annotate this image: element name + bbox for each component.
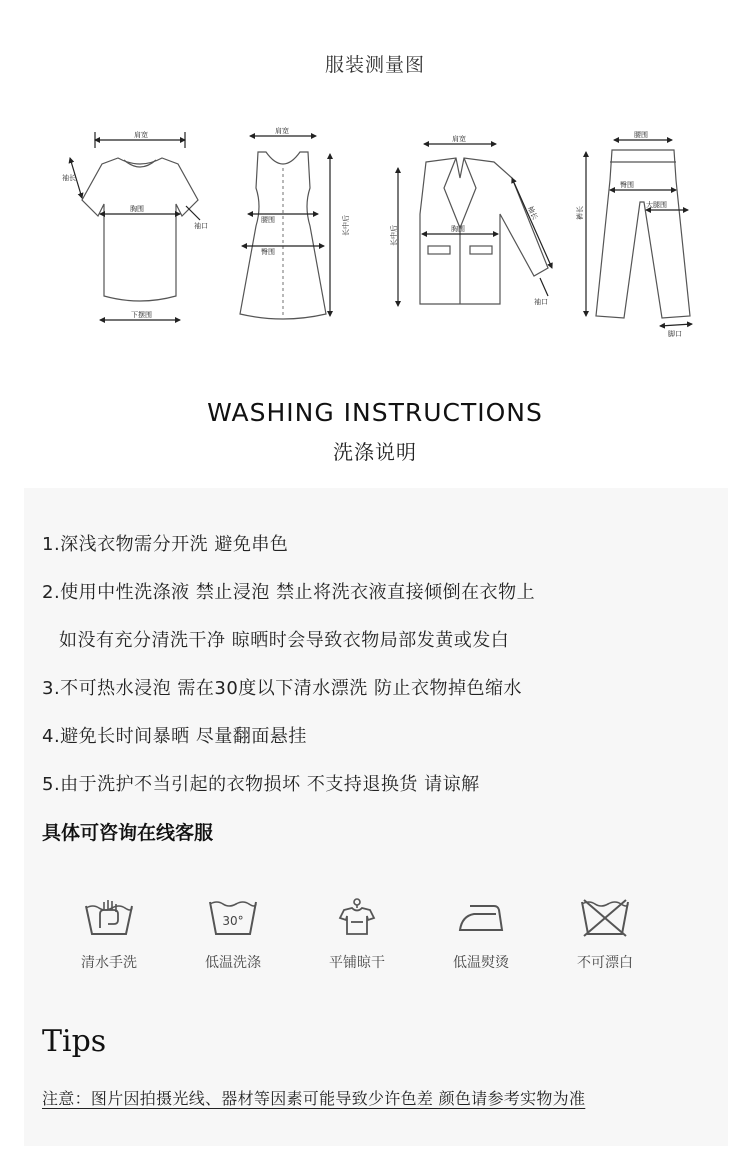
jacket-cuff-label: 袖口 bbox=[534, 298, 548, 306]
care-item-flat-dry bbox=[302, 896, 412, 972]
washing-title-en: WASHING INSTRUCTIONS bbox=[207, 398, 543, 427]
tshirt-cuff-label: 袖口 bbox=[194, 222, 208, 230]
measure-title: 服装测量图 bbox=[324, 54, 425, 76]
washing-rule-4: 4.避免长时间暴晒 尽量翻面悬挂 bbox=[42, 726, 307, 747]
washing-rule-2: 2.使用中性洗涤液 禁止浸泡 禁止将洗衣液直接倾倒在衣物上 bbox=[42, 582, 536, 603]
pants-hip-label: 臀围 bbox=[620, 181, 634, 189]
washing-rule-3: 3.不可热水浸泡 需在30度以下清水漂洗 防止衣物掉色缩水 bbox=[42, 678, 523, 699]
pants-length-label: 裤长 bbox=[576, 206, 584, 220]
pants-waist-label: 腰围 bbox=[634, 131, 648, 139]
dress-diagram bbox=[240, 136, 330, 319]
jacket-shoulder-label: 肩宽 bbox=[452, 135, 466, 143]
tshirt-shoulder-label: 肩宽 bbox=[134, 131, 148, 139]
care-label-hand-wash: 清水手洗 bbox=[81, 955, 137, 971]
contact-service-note: 具体可咨询在线客服 bbox=[42, 822, 214, 844]
tips-title: Tips bbox=[42, 1024, 107, 1059]
dress-hip-label: 臀围 bbox=[261, 248, 275, 256]
washing-title-cn: 洗涤说明 bbox=[333, 440, 417, 464]
care-item-hand-wash bbox=[54, 896, 164, 972]
tips-note: 注意：图片因拍摄光线、器材等因素可能导致少许色差 颜色请参考实物为准 bbox=[42, 1089, 586, 1108]
garment-diagrams bbox=[0, 118, 750, 348]
tshirt-chest-label: 胸围 bbox=[130, 205, 144, 213]
pants-leg-opening-label: 脚口 bbox=[668, 330, 682, 338]
tshirt-diagram bbox=[70, 132, 200, 320]
dress-waist-label: 腰围 bbox=[261, 216, 275, 224]
dress-shoulder-label: 肩宽 bbox=[275, 127, 289, 135]
jacket-length-label: 长中后 bbox=[390, 225, 398, 246]
jacket-diagram bbox=[398, 144, 552, 306]
jacket-sleeve-label: 袖长 bbox=[525, 204, 539, 221]
pants-diagram bbox=[586, 140, 692, 326]
tshirt-hem-label: 下摆围 bbox=[131, 311, 152, 319]
hand-wash-icon bbox=[82, 896, 136, 938]
care-label-iron: 低温熨烫 bbox=[453, 955, 509, 971]
dress-length-label: 长中后 bbox=[342, 215, 350, 236]
care-label-flat-dry: 平铺晾干 bbox=[329, 955, 385, 971]
low-temp-wash-icon bbox=[206, 896, 260, 938]
care-item-iron bbox=[426, 896, 536, 972]
care-item-no-bleach bbox=[550, 896, 660, 972]
low-temp-wash-temp: 30° bbox=[222, 914, 244, 928]
iron-icon bbox=[454, 896, 508, 938]
flat-dry-icon bbox=[330, 896, 384, 938]
washing-rule-1: 1.深浅衣物需分开洗 避免串色 bbox=[42, 534, 289, 555]
washing-rule-2-continued: 如没有充分清洗干净 晾晒时会导致衣物局部发黄或发白 bbox=[59, 630, 510, 651]
pants-thigh-label: 大腿围 bbox=[646, 201, 667, 209]
care-label-low-temp-wash: 低温洗涤 bbox=[205, 955, 261, 971]
washing-panel bbox=[24, 488, 728, 1146]
care-item-low-temp-wash bbox=[178, 896, 288, 972]
tshirt-sleeve-label: 袖长 bbox=[62, 174, 76, 182]
care-label-no-bleach: 不可漂白 bbox=[577, 955, 633, 971]
washing-rule-5: 5.由于洗护不当引起的衣物损坏 不支持退换货 请谅解 bbox=[42, 774, 480, 795]
jacket-chest-label: 胸围 bbox=[451, 225, 465, 233]
no-bleach-icon bbox=[578, 896, 632, 938]
care-icons-row bbox=[24, 896, 728, 986]
